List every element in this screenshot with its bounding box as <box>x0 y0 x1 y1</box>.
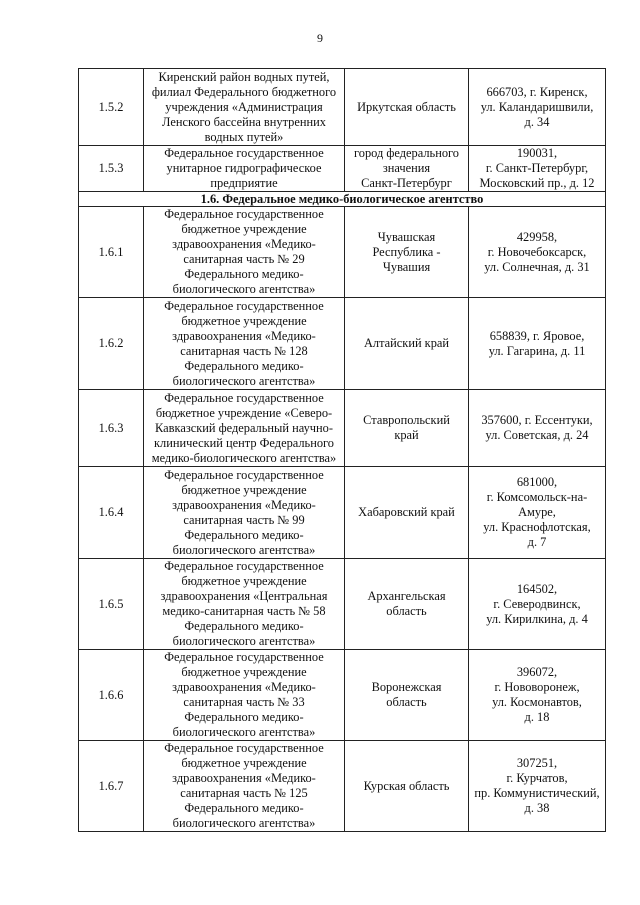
table-row <box>79 467 606 559</box>
address: 164502, г. Северодвинск, ул. Кирилкина, д. 4 <box>469 559 606 650</box>
organizations-table <box>78 68 606 832</box>
region: Чувашская Республика - Чувашия <box>345 207 469 298</box>
organization-name: Федеральное государственное бюджетное учреждение здравоохранения «Медико- санитарная часть № 125 Федерального медико- биологического агентства» <box>144 741 345 832</box>
region: Ставропольский край <box>345 390 469 467</box>
table-row <box>79 741 606 832</box>
address: 666703, г. Киренск, ул. Каландаришвили, д. 34 <box>469 69 606 146</box>
address: 396072, г. Нововоронеж, ул. Космонавтов, д. 18 <box>469 650 606 741</box>
row-number: 1.5.2 <box>79 69 144 146</box>
table-row <box>79 559 606 650</box>
row-number: 1.6.1 <box>79 207 144 298</box>
row-number: 1.6.6 <box>79 650 144 741</box>
address: 429958, г. Новочебоксарск, ул. Солнечная, д. 31 <box>469 207 606 298</box>
page-number: 9 <box>317 31 323 45</box>
row-number: 1.6.4 <box>79 467 144 559</box>
region: Хабаровский край <box>345 467 469 559</box>
table-row <box>79 650 606 741</box>
table-row <box>79 69 606 146</box>
region: Архангельская область <box>345 559 469 650</box>
table-row <box>79 207 606 298</box>
organization-name: Федеральное государственное унитарное гидрографическое предприятие <box>144 146 345 192</box>
address: 357600, г. Ессентуки, ул. Советская, д. 24 <box>469 390 606 467</box>
organization-name: Киренский район водных путей, филиал Федерального бюджетного учреждения «Администрация Ленского бассейна внутренних водных путей» <box>144 69 345 146</box>
organization-name: Федеральное государственное бюджетное учреждение здравоохранения «Медико- санитарная часть № 29 Федерального медико- биологического агентства» <box>144 207 345 298</box>
address: 658839, г. Яровое, ул. Гагарина, д. 11 <box>469 298 606 390</box>
region: Воронежская область <box>345 650 469 741</box>
region: Алтайский край <box>345 298 469 390</box>
table-row <box>79 390 606 467</box>
organization-name: Федеральное государственное бюджетное учреждение здравоохранения «Медико- санитарная часть № 128 Федерального медико- биологического агентства» <box>144 298 345 390</box>
row-number: 1.6.7 <box>79 741 144 832</box>
table-row <box>79 146 606 192</box>
section-header-row <box>79 192 606 207</box>
row-number: 1.5.3 <box>79 146 144 192</box>
organization-name: Федеральное государственное бюджетное учреждение здравоохранения «Центральная медико-санитарная часть № 58 Федерального медико- биологического агентства» <box>144 559 345 650</box>
table-row <box>79 298 606 390</box>
organization-name: Федеральное государственное бюджетное учреждение «Северо- Кавказский федеральный научно- клинический центр Федерального медико-биологического агентства» <box>144 390 345 467</box>
section-title: 1.6. Федеральное медико-биологическое агентство <box>79 192 606 207</box>
row-number: 1.6.2 <box>79 298 144 390</box>
row-number: 1.6.5 <box>79 559 144 650</box>
organization-name: Федеральное государственное бюджетное учреждение здравоохранения «Медико- санитарная часть № 33 Федерального медико- биологического агентства» <box>144 650 345 741</box>
region: город федерального значения Санкт-Петербург <box>345 146 469 192</box>
address: 307251, г. Курчатов, пр. Коммунистический, д. 38 <box>469 741 606 832</box>
region: Курская область <box>345 741 469 832</box>
region: Иркутская область <box>345 69 469 146</box>
organization-name: Федеральное государственное бюджетное учреждение здравоохранения «Медико- санитарная часть № 99 Федерального медико- биологического агентства» <box>144 467 345 559</box>
address: 190031, г. Санкт-Петербург, Московский пр., д. 12 <box>469 146 606 192</box>
row-number: 1.6.3 <box>79 390 144 467</box>
address: 681000, г. Комсомольск-на- Амуре, ул. Краснофлотская, д. 7 <box>469 467 606 559</box>
